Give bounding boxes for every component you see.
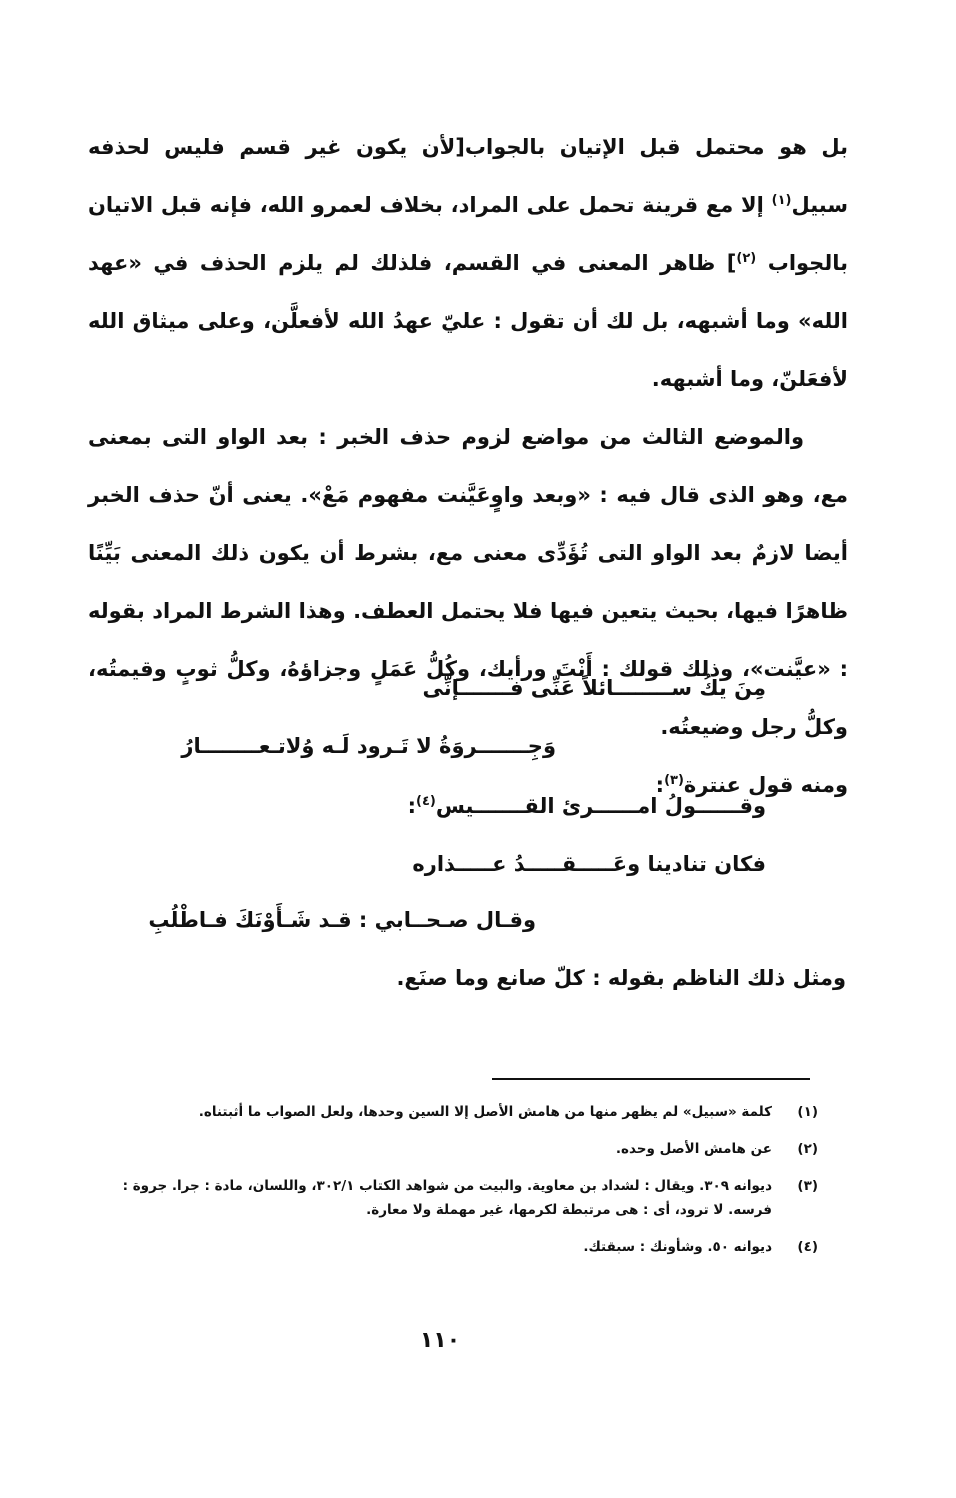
main-text bbox=[88, 118, 848, 814]
footnote-ref-3: (٣) bbox=[664, 773, 684, 788]
footnote-text: عن هامش الأصل وحده. bbox=[615, 1141, 772, 1157]
footnote-ref-2: (٢) bbox=[736, 251, 757, 266]
verse-line-6: ومثل ذلك الناظم بقوله : كلّ صانع وما صنَع. bbox=[396, 966, 846, 990]
footnote-number: (٣) bbox=[797, 1178, 818, 1194]
paragraph-oath: بل هو محتمل قبل الإتيان بالجواب[لأن يكون غير قسم فليس لحذفه سبيل$^{(١)}$ إلا مع قرينة تحمل على المراد، بخلاف لعمرو الله، فإنه قبل الاتيان بالجواب $^{(٢)}$] ظاهر المعنى في القسم، فلذلك لم يلزم الحذف في «عهد الله» وما أشبهه، بل لك أن تقول : عليّ عهدُ الله لأفعلَّن، وعلى ميثاق الله لأفعَلنّ، وما أشبهه. bbox=[88, 135, 848, 391]
footnote-2 bbox=[82, 1137, 818, 1161]
verse-line-3: وقــــــولُ امــــــرئ القـــــــيس$^{(٤)}$: bbox=[407, 794, 766, 818]
footnote-4 bbox=[82, 1235, 818, 1259]
footnote-text: ديوانه ٣٠٩. ويقال : لشداد بن معاوية. والبيت من شواهد الكتاب ٣٠٢/١، واللسان، مادة : جرا. جروة : فرسه. لا ترود، أى : هى مرتبطة لكرمها، غير مهملة ولا معارة. bbox=[122, 1178, 772, 1218]
footnote-text: ديوانه ٥٠. وشأونك : سبقتك. bbox=[583, 1239, 772, 1255]
footnote-3 bbox=[82, 1174, 818, 1222]
paragraph-antara-intro: ومنه قول عنترة$^{(٣)}$: bbox=[655, 773, 848, 797]
page-number: ١١٠ bbox=[419, 1328, 461, 1353]
footnote-number: (١) bbox=[797, 1104, 818, 1120]
verse-line-2: وَجِـــــــروَةُ لا تَـرود لَـه وُلاتـعــــــــارُ bbox=[181, 734, 556, 758]
footnotes bbox=[82, 1100, 818, 1272]
paragraph-third-position: والموضع الثالث من مواضع لزوم حذف الخبر : بعد الواو التى بمعنى مع، وهو الذى قال فيه : «وبعد واوٍعَيَّنت مفهوم مَعْ». يعنى أنّ حذف الخبر أيضا لازمٌ بعد الواو التى تُؤَدِّى معنى مع، بشرط أن يكون ذلك المعنى بَيِّنًا ظاهرًا فيها، بحيث يتعين فيها فلا يحتمل العطف. وهذا الشرط المراد بقوله : «عيَّنت»، وذلك قولك : أَنْتَ ورأيك، وكُلُّ عَمَلٍ وجزاؤهُ، وكلُّ ثوبٍ وقيمتُه، وكلُّ رجل وضيعتُه. bbox=[88, 425, 848, 739]
footnote-1 bbox=[82, 1100, 818, 1124]
verse-line-5: وقـال صـحــابي : قـد شَـأَوْنَكَ فـاطْلُبِ bbox=[148, 908, 536, 932]
footnote-text: كلمة «سبيل» لم يظهر منها من هامش الأصل إلا السين وحدها، ولعل الصواب ما أثبتناه. bbox=[198, 1104, 772, 1120]
verse-line-1: مِنَ يكُ ســــــــائلاً عَنِّى فـــــــإنِّى bbox=[422, 676, 766, 700]
footnote-number: (٢) bbox=[797, 1141, 818, 1157]
footnote-number: (٤) bbox=[797, 1239, 818, 1255]
verse-line-4: فكان تنادينا وعَـــــقـــــدُ عـــــذاره bbox=[412, 852, 766, 876]
footnote-ref-1: (١) bbox=[771, 193, 792, 208]
footnote-ref-4: (٤) bbox=[416, 794, 436, 809]
footnote-divider bbox=[492, 1078, 810, 1080]
